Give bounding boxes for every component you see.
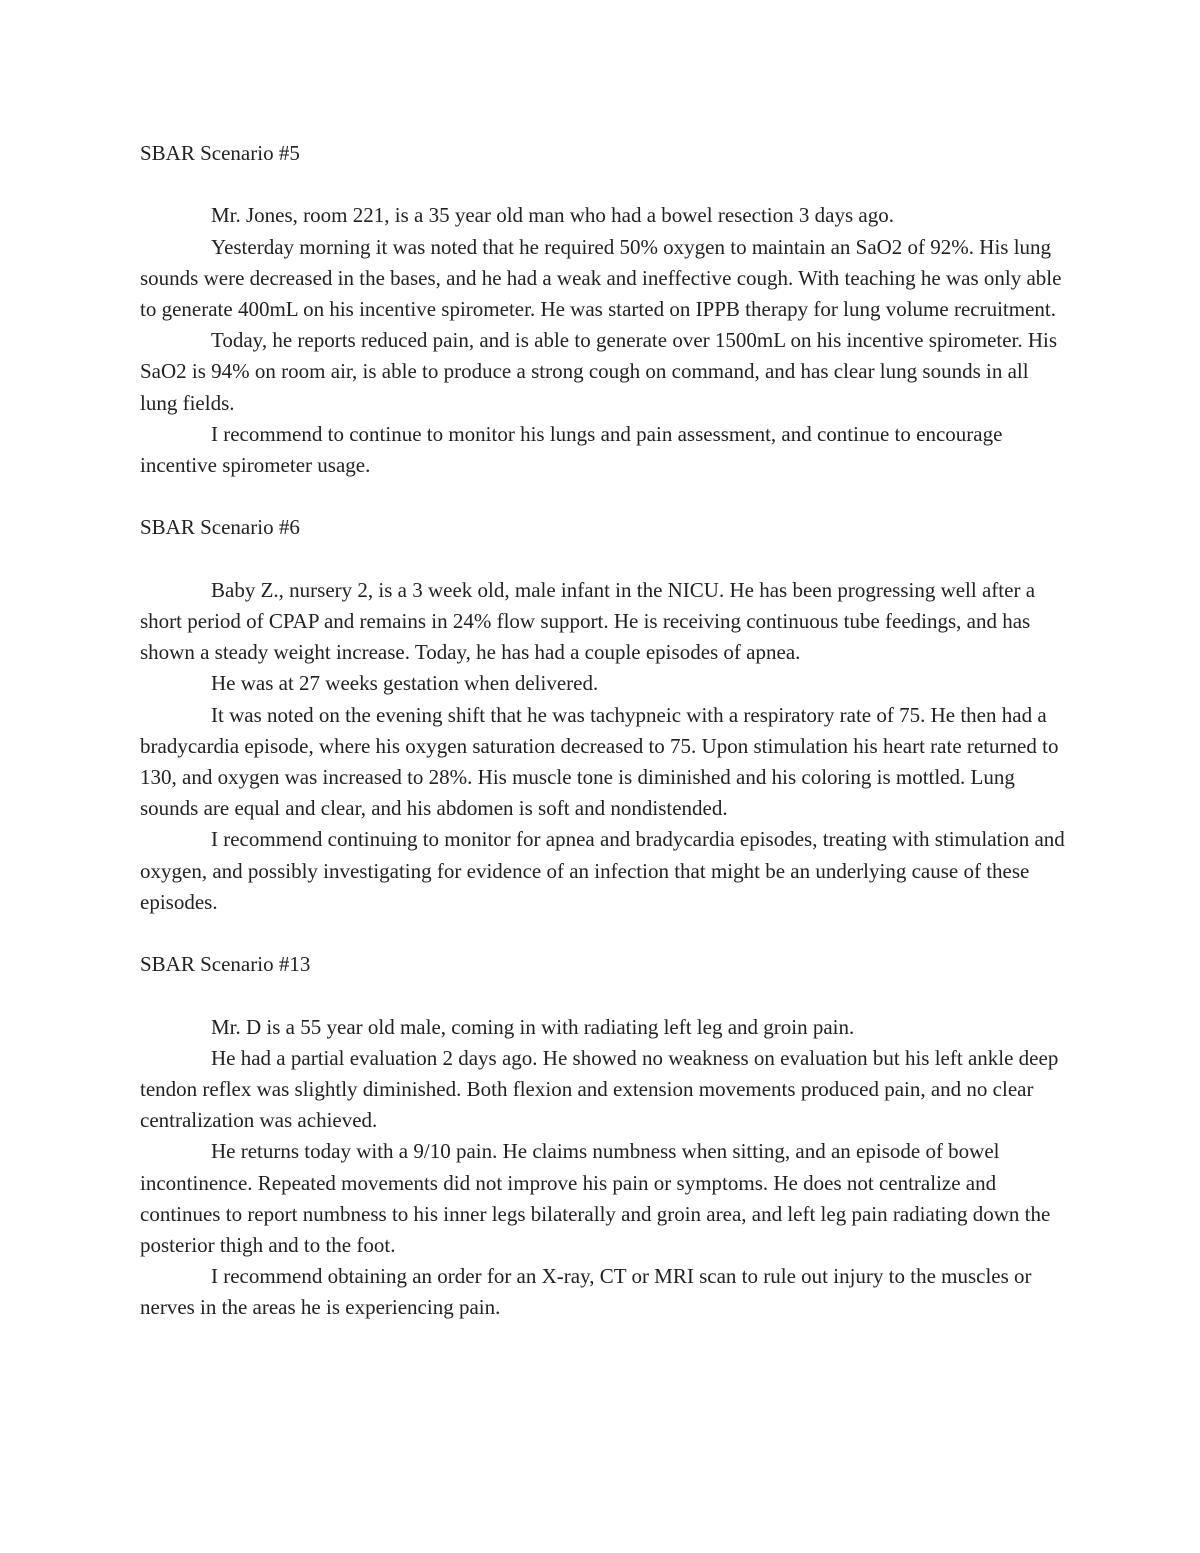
recommendation-paragraph: I recommend obtaining an order for an X-ray, CT or MRI scan to rule out injury to the muscles or nerves in the areas he is experiencing pain.	[140, 1264, 1032, 1320]
scenario-title: SBAR Scenario #13	[140, 952, 311, 977]
assessment-paragraph: Today, he reports reduced pain, and is able to generate over 1500mL on his incentive spirometer. His SaO2 is 94% on room air, is able to produce a strong cough on command, and has clear lung sounds in all lung fields.	[140, 328, 1058, 415]
scenario-6	[140, 512, 1065, 918]
scenario-body	[140, 575, 1065, 918]
scenario-body	[140, 1012, 1065, 1324]
background-paragraph: He was at 27 weeks gestation when delivered.	[211, 671, 599, 696]
scenario-13	[140, 949, 1065, 1323]
scenario-title: SBAR Scenario #6	[140, 515, 300, 540]
recommendation-paragraph: I recommend continuing to monitor for apnea and bradycardia episodes, treating with stimulation and oxygen, and possibly investigating for evidence of an infection that might be an underlying cause of these episodes.	[140, 827, 1065, 914]
document-page	[140, 138, 1065, 1355]
scenario-5	[140, 138, 1065, 481]
scenario-title: SBAR Scenario #5	[140, 141, 300, 165]
situation-paragraph: Baby Z., nursery 2, is a 3 week old, male infant in the NICU. He has been progressing well after a short period of CPAP and remains in 24% flow support. He is receiving continuous tube feedings, and has shown a steady weight increase. Today, he has had a couple episodes of apnea.	[140, 577, 1036, 665]
background-paragraph: He had a partial evaluation 2 days ago. He showed no weakness on evaluation but his left ankle deep tendon reflex was slightly diminished. Both flexion and extension movements produced pain, and no clear centralization was achieved.	[140, 1045, 1059, 1133]
scenario-body	[140, 200, 1065, 481]
situation-paragraph: Mr. D is a 55 year old male, coming in with radiating left leg and groin pain.	[211, 1014, 855, 1039]
situation-paragraph: Mr. Jones, room 221, is a 35 year old man who had a bowel resection 3 days ago.	[211, 203, 894, 228]
background-paragraph: Yesterday morning it was noted that he required 50% oxygen to maintain an SaO2 of 92%. His lung sounds were decreased in the bases, and he had a weak and ineffective cough. With teaching he was only able to generate 400mL on his incentive spirometer. He was started on IPPB therapy for lung volume recruitment.	[140, 234, 1062, 321]
assessment-paragraph: It was noted on the evening shift that he was tachypneic with a respiratory rate of 75. He then had a bradycardia episode, where his oxygen saturation decreased to 75. Upon stimulation his heart rate returned to 130, and oxygen was increased to 28%. His muscle tone is diminished and his coloring is mottled. Lung sounds are equal and clear, and his abdomen is soft and nondistended.	[140, 702, 1059, 821]
recommendation-paragraph: I recommend to continue to monitor his lungs and pain assessment, and continue to encourage incentive spirometer usage.	[140, 421, 1003, 478]
assessment-paragraph: He returns today with a 9/10 pain. He claims numbness when sitting, and an episode of bowel incontinence. Repeated movements did not improve his pain or symptoms. He does not centralize and continues to report numbness to his inner legs bilaterally and groin area, and left leg pain radiating down the posterior thigh and to the foot.	[140, 1139, 1051, 1258]
